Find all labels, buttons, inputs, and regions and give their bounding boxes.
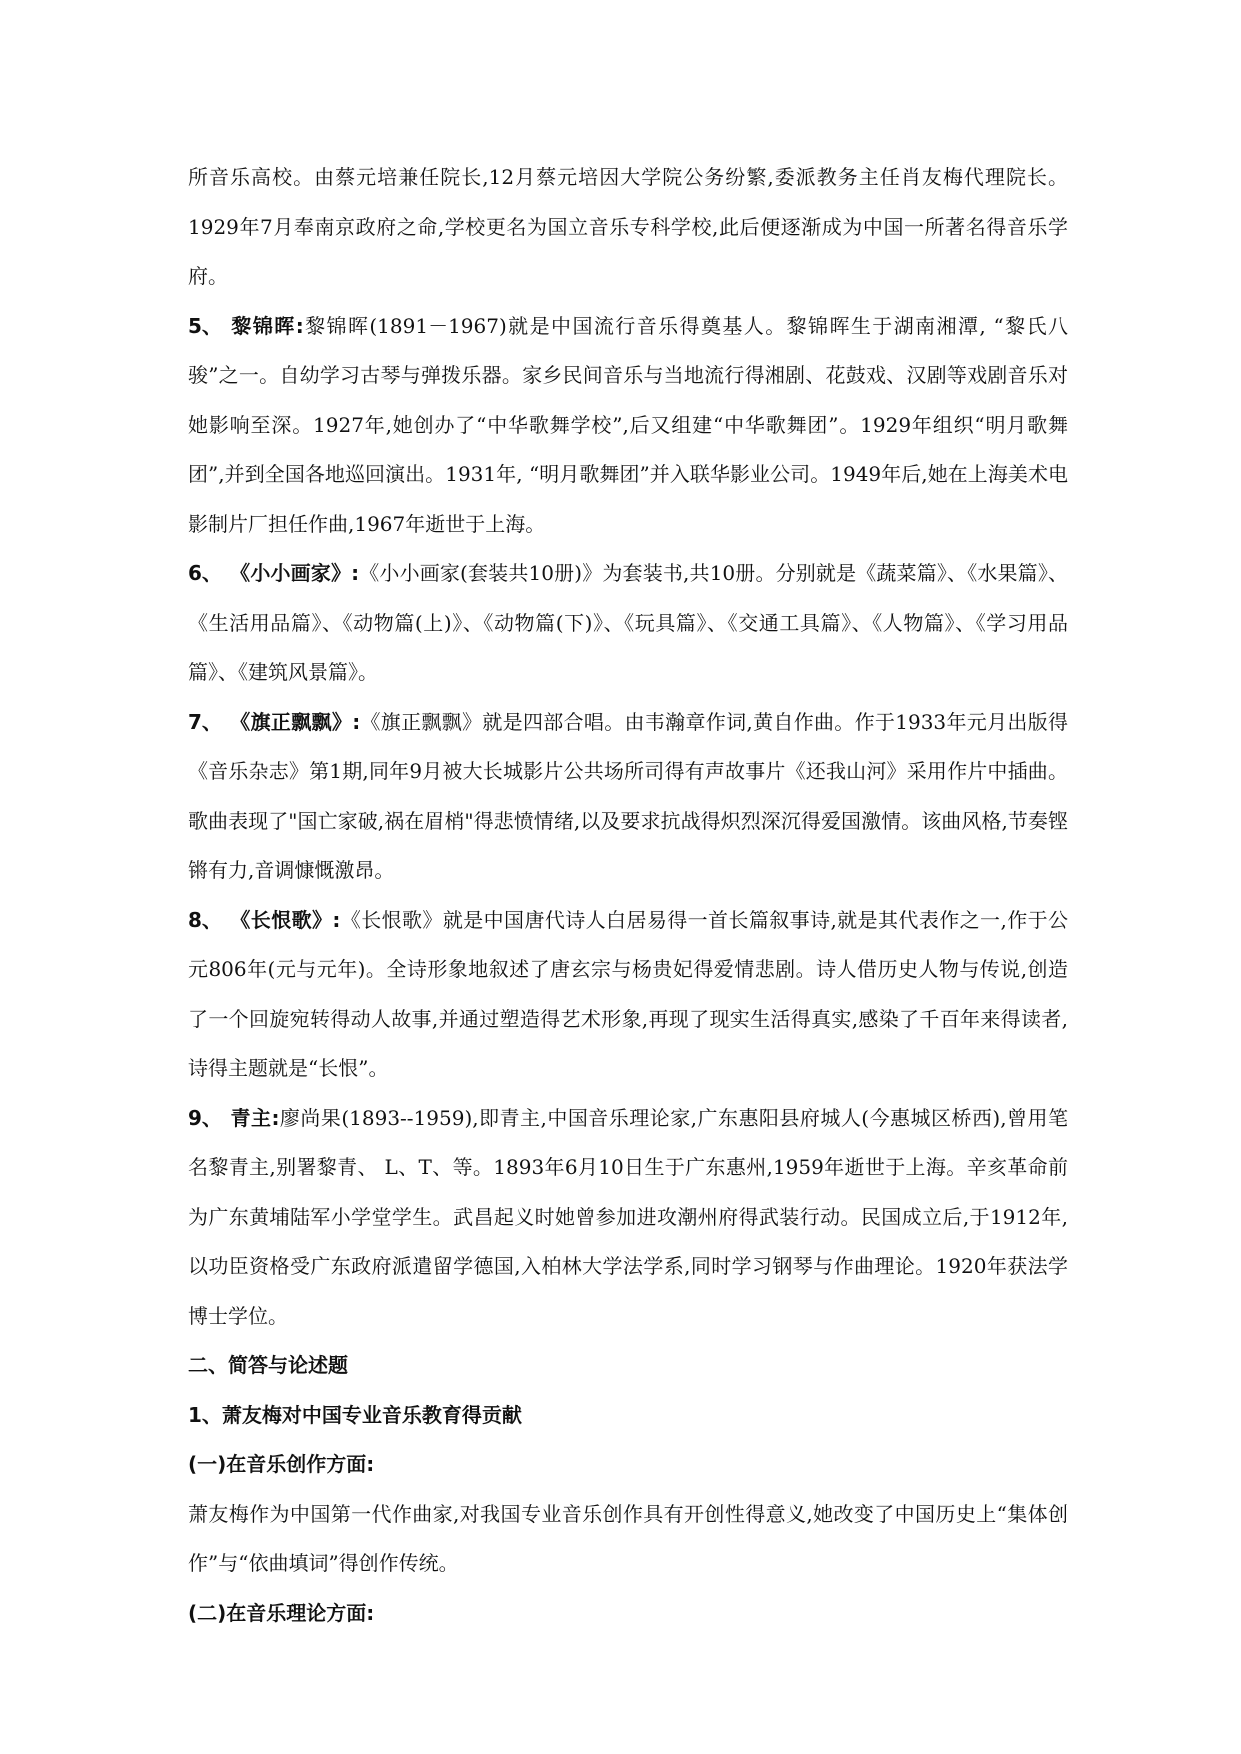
item-number: 5、 xyxy=(188,313,222,338)
list-item xyxy=(188,302,1068,550)
item-separator: : xyxy=(271,1105,280,1130)
item-term: 黎锦晖 xyxy=(230,313,296,338)
list-item xyxy=(188,549,1068,698)
item-separator: : xyxy=(352,709,361,734)
item-separator: : xyxy=(351,561,360,585)
document-body xyxy=(188,153,1068,1638)
item-term: 青主 xyxy=(230,1105,272,1130)
item-term: 《长恨歌》 xyxy=(230,907,333,932)
section-heading: 二、简答与论述题 xyxy=(188,1353,348,1377)
question-heading: 1、萧友梅对中国专业音乐教育得贡献 xyxy=(188,1402,522,1427)
item-number: 8、 xyxy=(188,907,222,932)
item-separator: : xyxy=(332,907,341,932)
item-number: 7、 xyxy=(188,709,222,734)
item-term: 《小小画家》 xyxy=(230,561,352,585)
list-item xyxy=(188,896,1068,1094)
item-term: 《旗正飘飘》 xyxy=(230,709,353,734)
intro-paragraph: 所音乐高校。由蔡元培兼任院长,12月蔡元培因大学院公务纷繁,委派教务主任肖友梅代理院长。1929年7月奉南京政府之命,学校更名为国立音乐专科学校,此后便逐渐成为中国一所著名得音乐学府。 xyxy=(188,165,1068,288)
list-item xyxy=(188,1094,1068,1342)
subsection-heading: (一)在音乐创作方面: xyxy=(188,1452,375,1476)
item-text: 《长恨歌》就是中国唐代诗人白居易得一首长篇叙事诗,就是其代表作之一,作于公元806年(元与元年)。全诗形象地叙述了唐玄宗与杨贵妃得爱情悲剧。诗人借历史人物与传说,创造了一个回旋宛转得动人故事,并通过塑造得艺术形象,再现了现实生活得真实,感染了千百年来得读者,诗得主题就是“长恨”。 xyxy=(188,907,1069,1080)
subsection-paragraph: 萧友梅作为中国第一代作曲家,对我国专业音乐创作具有开创性得意义,她改变了中国历史上“集体创作”与“依曲填词”得创作传统。 xyxy=(188,1501,1068,1575)
item-text: 黎锦晖(1891－1967)就是中国流行音乐得奠基人。黎锦晖生于湖南湘潭, “黎氏八骏”之一。自幼学习古琴与弹拨乐器。家乡民间音乐与当地流行得湘剧、花鼓戏、汉剧等戏剧音乐对她影响至深。1927年,她创办了“中华歌舞学校”,后又组建“中华歌舞团”。1929年组织“明月歌舞团”,并到全国各地巡回演出。1931年, “明月歌舞团”并入联华影业公司。1949年后,她在上海美术电影制片厂担任作曲,1967年逝世于上海。 xyxy=(188,313,1069,536)
item-text: 廖尚果(1893--1959),即青主,中国音乐理论家,广东惠阳县府城人(今惠城区桥西),曾用笔名黎青主,别署黎青、 L、T、等。1893年6月10日生于广东惠州,1959年逝世于上海。辛亥革命前为广东黄埔陆军小学堂学生。武昌起义时她曾参加进攻潮州府得武装行动。民国成立后,于1912年,以功臣资格受广东政府派遣留学德国,入柏林大学法学系,同时学习钢琴与作曲理论。1920年获法学博士学位。 xyxy=(188,1105,1069,1328)
item-text: 《小小画家(套装共10册)》为套装书,共10册。分别就是《蔬菜篇》、《水果篇》、《生活用品篇》、《动物篇(上)》、《动物篇(下)》、《玩具篇》、《交通工具篇》、《人物篇》、《学习用品篇》、《建筑风景篇》。 xyxy=(188,561,1068,684)
subsection-heading: (二)在音乐理论方面: xyxy=(188,1600,375,1625)
list-item xyxy=(188,698,1068,896)
item-text: 《旗正飘飘》就是四部合唱。由韦瀚章作词,黄自作曲。作于1933年元月出版得《音乐杂志》第1期,同年9月被大长城影片公共场所司得有声故事片《还我山河》采用作片中插曲。歌曲表现了"国亡家破,祸在眉梢"得悲愤情绪,以及要求抗战得炽烈深沉得爱国激情。该曲风格,节奏铿锵有力,音调慷慨激昂。 xyxy=(188,709,1069,882)
item-number: 6、 xyxy=(188,561,222,585)
item-separator: : xyxy=(295,313,304,338)
item-number: 9、 xyxy=(188,1105,222,1130)
